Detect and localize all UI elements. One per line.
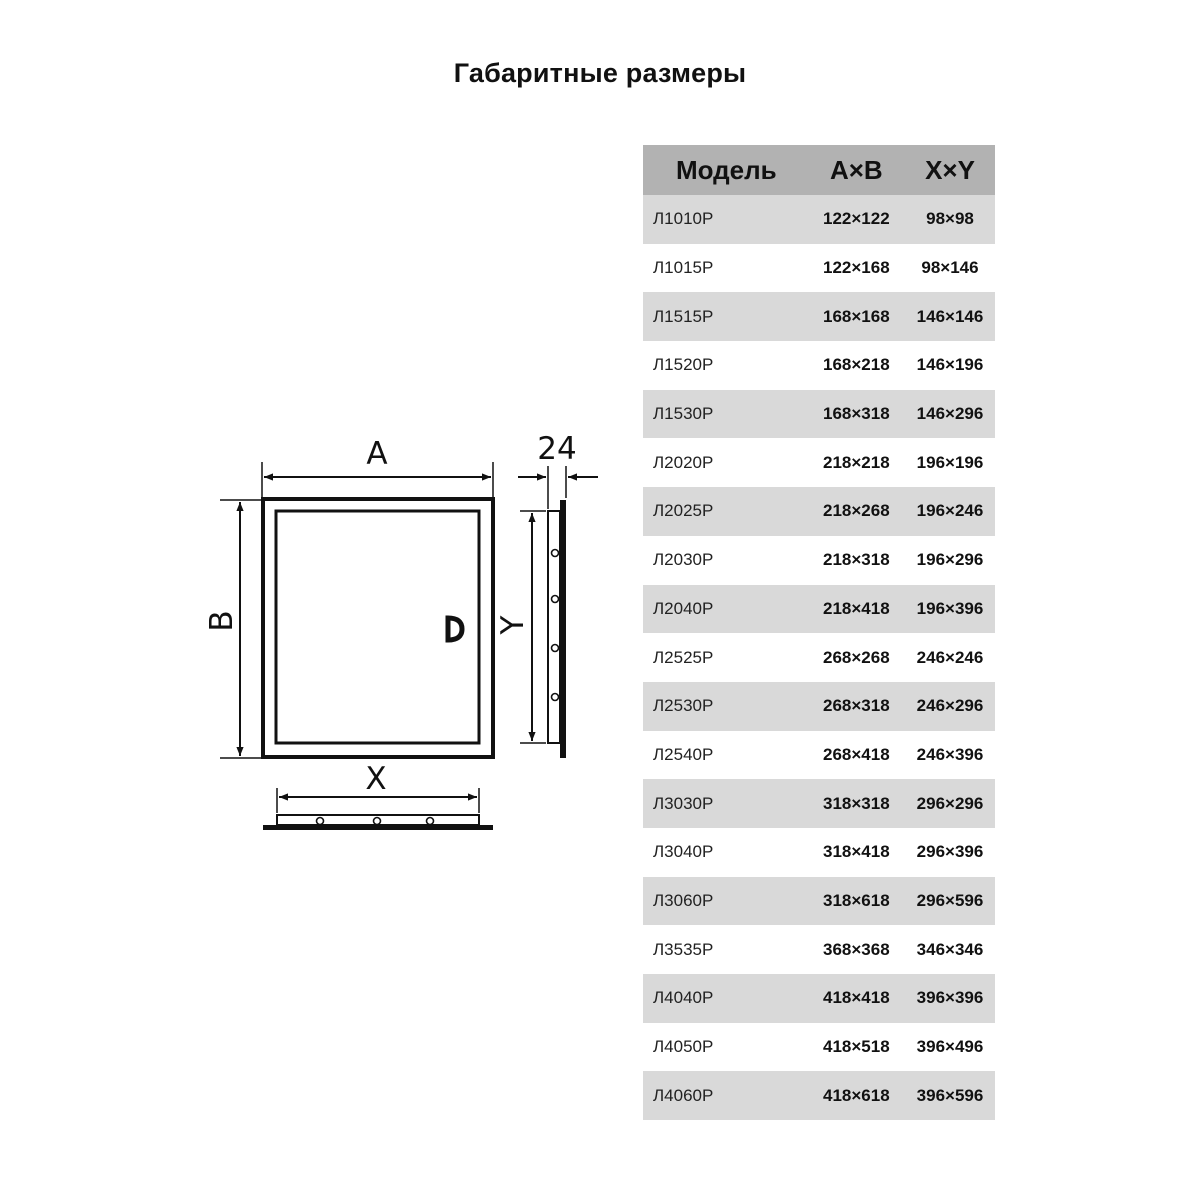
header-ab: A×B [808,145,905,195]
table-row [643,438,995,487]
cell-model: Л1520Р [653,355,714,375]
cell-ab: 418×618 [808,1071,905,1120]
cell-xy: 146×146 [905,292,995,341]
cell-ab: 218×418 [808,585,905,634]
table-row [643,487,995,536]
side-view-body [548,511,560,743]
table-row [643,292,995,341]
cell-model: Л1010Р [643,195,808,244]
cell-model: Л3030Р [643,779,808,828]
cell-model: Л4040Р [643,974,808,1023]
header-xy: X×Y [905,145,995,195]
cell-model: Л1530Р [643,390,808,439]
cell-ab: 418×418 [808,974,905,1023]
cell-ab: 368×368 [823,939,890,959]
cell-xy: 146×196 [916,355,984,375]
door-lock-icon [448,618,462,640]
cell-xy: 246×296 [905,682,995,731]
table-row [643,341,995,390]
cell-xy: 98×146 [921,258,979,278]
cell-ab: 268×418 [823,744,890,764]
cell-xy: 98×98 [905,195,995,244]
cell-ab: 218×218 [823,452,890,472]
cell-model: Л2020Р [653,452,714,472]
cell-model: Л2540Р [653,744,714,764]
cell-ab: 218×318 [823,550,890,570]
cell-ab: 318×418 [823,842,890,862]
table-row [643,633,995,682]
cell-model: Л3060Р [643,877,808,926]
table-row [643,195,995,244]
cell-model: Л2030Р [653,550,714,570]
cell-xy: 246×396 [916,744,984,764]
table-row [643,974,995,1023]
cell-xy: 196×296 [916,550,984,570]
cell-ab: 418×518 [823,1037,890,1057]
table-row [643,244,995,293]
cell-xy: 246×246 [916,647,984,667]
table-row [643,828,995,877]
cell-xy: 396×496 [916,1037,984,1057]
cell-ab: 268×318 [808,682,905,731]
table-row [643,390,995,439]
cell-xy: 196×396 [905,585,995,634]
table-row [643,877,995,926]
page-title: Габаритные размеры [453,58,747,88]
cell-xy: 296×396 [916,842,984,862]
hatch-dimension-drawing [0,0,640,900]
cell-xy: 396×396 [905,974,995,1023]
cell-model: Л2040Р [643,585,808,634]
table-row [643,1023,995,1072]
table-row [643,779,995,828]
table-row [643,925,995,974]
label-y: Y [495,615,531,635]
cell-model: Л3535Р [653,939,714,959]
header-model: Модель [643,145,808,195]
label-b: B [204,610,240,632]
cell-xy: 146×296 [905,390,995,439]
frame-outer [263,499,493,757]
cell-ab: 218×268 [808,487,905,536]
cell-ab: 268×268 [823,647,890,667]
cell-model: Л1015Р [653,258,714,278]
cell-ab: 168×318 [808,390,905,439]
cell-ab: 318×618 [808,877,905,926]
cell-model: Л2525Р [653,647,714,667]
table-row [643,682,995,731]
cell-model: Л4060Р [643,1071,808,1120]
cell-ab: 122×122 [808,195,905,244]
cell-model: Л3040Р [653,842,714,862]
cell-ab: 168×168 [808,292,905,341]
cell-model: Л4050Р [653,1037,714,1057]
cell-xy: 296×296 [905,779,995,828]
table-row [643,1071,995,1120]
table-row [643,585,995,634]
table-row [643,536,995,585]
cell-model: Л2530Р [643,682,808,731]
label-depth: 24 [537,431,577,467]
cell-model: Л2025Р [643,487,808,536]
cell-xy: 196×246 [905,487,995,536]
label-x: X [365,761,387,797]
cell-model: Л1515Р [643,292,808,341]
cell-xy: 196×196 [916,452,984,472]
table-row [643,731,995,780]
cell-xy: 296×596 [905,877,995,926]
cell-ab: 318×318 [808,779,905,828]
table-header-row [643,145,995,195]
cell-ab: 122×168 [823,258,890,278]
cell-xy: 396×596 [905,1071,995,1120]
cell-xy: 346×346 [916,939,984,959]
label-a: A [366,436,388,472]
cell-ab: 168×218 [823,355,890,375]
dimensions-table [643,145,995,1120]
